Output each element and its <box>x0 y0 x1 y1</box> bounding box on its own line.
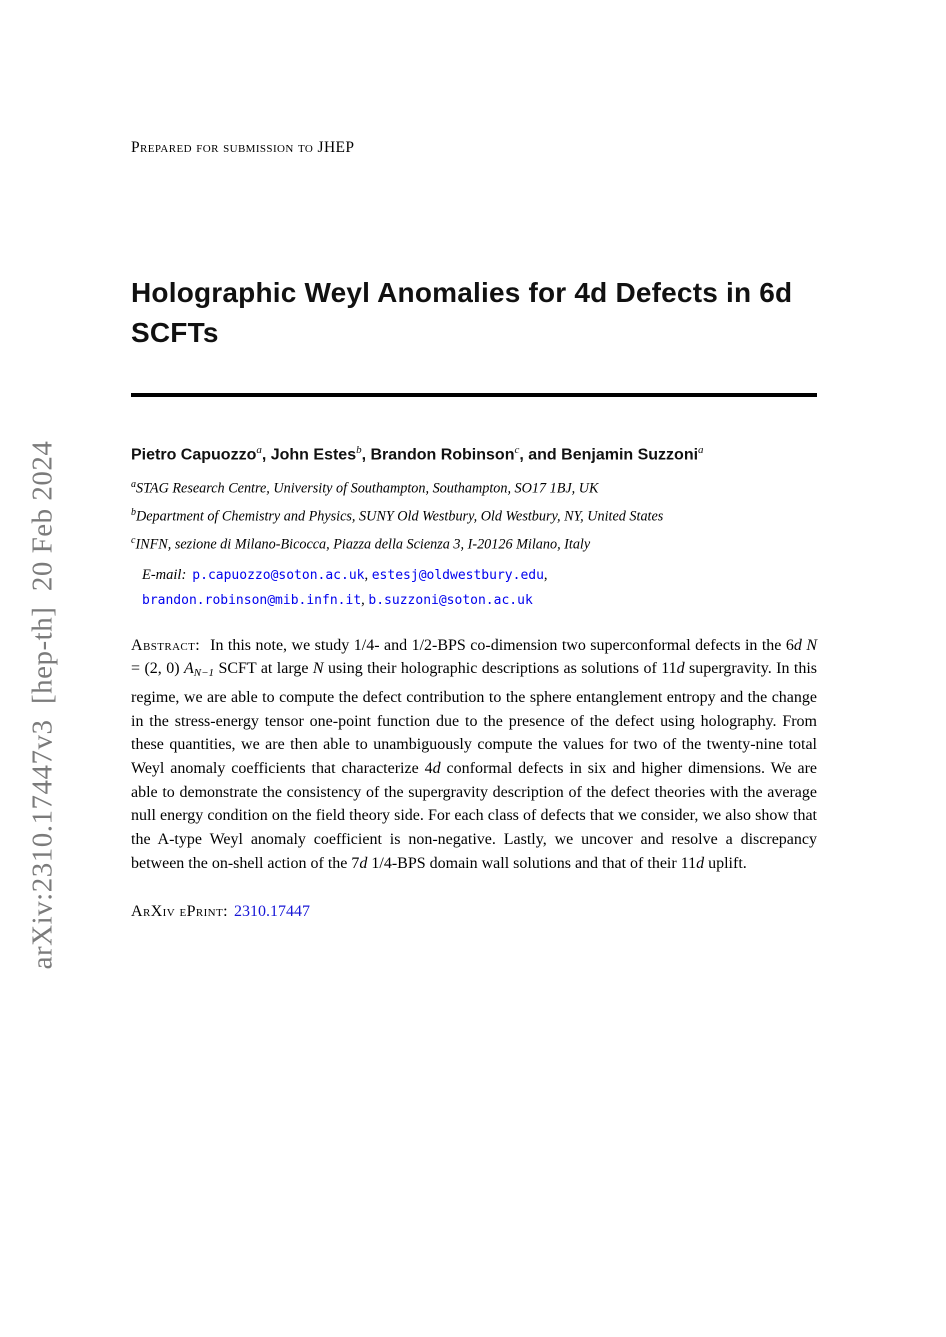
author-affiliation-mark: a <box>256 443 262 456</box>
submission-note: Prepared for submission to JHEP <box>131 139 355 156</box>
author-name: Brandon Robinson <box>370 445 515 463</box>
math-italic-d: d <box>793 636 807 654</box>
abstract-text: supergravity. In this regime, we are able to compute the defect contribution to the sphere entanglement entropy and the change in the stress-energy tensor one-point function due to the presence of the defect using holography. From these quantities, we are then able to unambiguously compute the values for two of the twenty-nine total Weyl anomaly coefficients that characterize 4 <box>131 660 818 778</box>
paper-content <box>131 0 817 921</box>
math-italic-N: N <box>312 660 324 678</box>
affiliation-text: STAG Research Centre, University of Southampton, Southampton, SO17 1BJ, UK <box>136 480 599 497</box>
affiliation-text: Department of Chemistry and Physics, SUNY Old Westbury, Old Westbury, NY, United States <box>136 508 664 525</box>
abstract-text: 1/4-BPS domain wall solutions and that of their 11 <box>367 854 697 872</box>
affiliation-mark: c <box>131 535 136 547</box>
affiliation-item <box>131 501 817 529</box>
paper-title-line2: SCFTs <box>131 317 219 348</box>
email-link[interactable]: p.capuozzo@soton.ac.uk <box>192 567 365 583</box>
math-italic-d: d <box>359 854 368 872</box>
email-link[interactable]: estesj@oldwestbury.edu <box>371 567 544 583</box>
abstract-text: SCFT at large <box>214 660 313 678</box>
paper-title-line1: Holographic Weyl Anomalies for 4d Defects in 6d <box>131 277 793 308</box>
email-link[interactable]: brandon.robinson@mib.infn.it <box>142 592 362 608</box>
title-rule <box>131 393 817 397</box>
arxiv-watermark: arXiv:2310.17447v3 [hep-th] 20 Feb 2024 <box>26 440 59 970</box>
math-script-N: N <box>806 636 818 654</box>
math-italic-d: d <box>696 854 705 872</box>
math-italic-A: A <box>183 660 194 678</box>
author-name: Benjamin Suzzoni <box>561 445 699 463</box>
math-italic-d: d <box>676 660 685 678</box>
math-italic-d: d <box>432 760 441 778</box>
email-line <box>142 588 817 613</box>
author-line <box>131 444 817 464</box>
abstract-text: using their holographic descriptions as solutions of 11 <box>323 660 677 678</box>
abstract-text: uplift. <box>704 854 747 872</box>
abstract-text: In this note, we study 1/4- and 1/2-BPS co-dimension two superconformal defects in the 6 <box>210 636 794 654</box>
affiliation-item <box>131 473 817 501</box>
author-separator: , <box>261 445 271 463</box>
author-affiliation-mark: c <box>514 443 520 456</box>
eprint-line <box>131 903 817 921</box>
abstract-text: conformal defects in six and higher dimensions. We are able to demonstrate the consistency of the supergravity description of the defect theories with the average null energy condition on the field theory side. For each class of defects that we consider, we also show that the A-type Weyl anomaly coefficient is non-negative. Lastly, we uncover and resolve a discrepancy between the on-shell action of the 7 <box>131 760 818 872</box>
email-link[interactable]: b.suzzoni@soton.ac.uk <box>368 592 533 608</box>
email-separator: , <box>543 566 548 583</box>
affiliation-text: INFN, sezione di Milano-Bicocca, Piazza della Scienza 3, I-20126 Milano, Italy <box>135 537 591 554</box>
abstract-text: = (2, 0) <box>131 660 184 678</box>
author-separator: , and <box>519 445 562 463</box>
abstract-paragraph <box>131 634 817 876</box>
email-label: E-mail: <box>142 566 187 583</box>
paper-title <box>131 273 817 353</box>
author-name: John Estes <box>270 445 357 463</box>
author-separator: , <box>361 445 371 463</box>
email-separator: , <box>361 591 369 608</box>
email-line <box>142 563 817 588</box>
abstract-label: Abstract: <box>131 636 201 654</box>
eprint-label: ArXiv ePrint: <box>131 902 228 920</box>
email-block <box>131 563 817 613</box>
math-subscript: N−1 <box>193 667 215 680</box>
author-name: Pietro Capuozzo <box>131 445 257 463</box>
affiliation-item <box>131 529 817 557</box>
author-affiliation-mark: b <box>356 443 362 456</box>
author-affiliation-mark: a <box>698 443 704 456</box>
eprint-link[interactable]: 2310.17447 <box>233 902 310 920</box>
affiliation-list <box>131 473 817 558</box>
email-separator: , <box>364 566 372 583</box>
affiliation-mark: a <box>131 478 136 490</box>
affiliation-mark: b <box>131 507 136 519</box>
